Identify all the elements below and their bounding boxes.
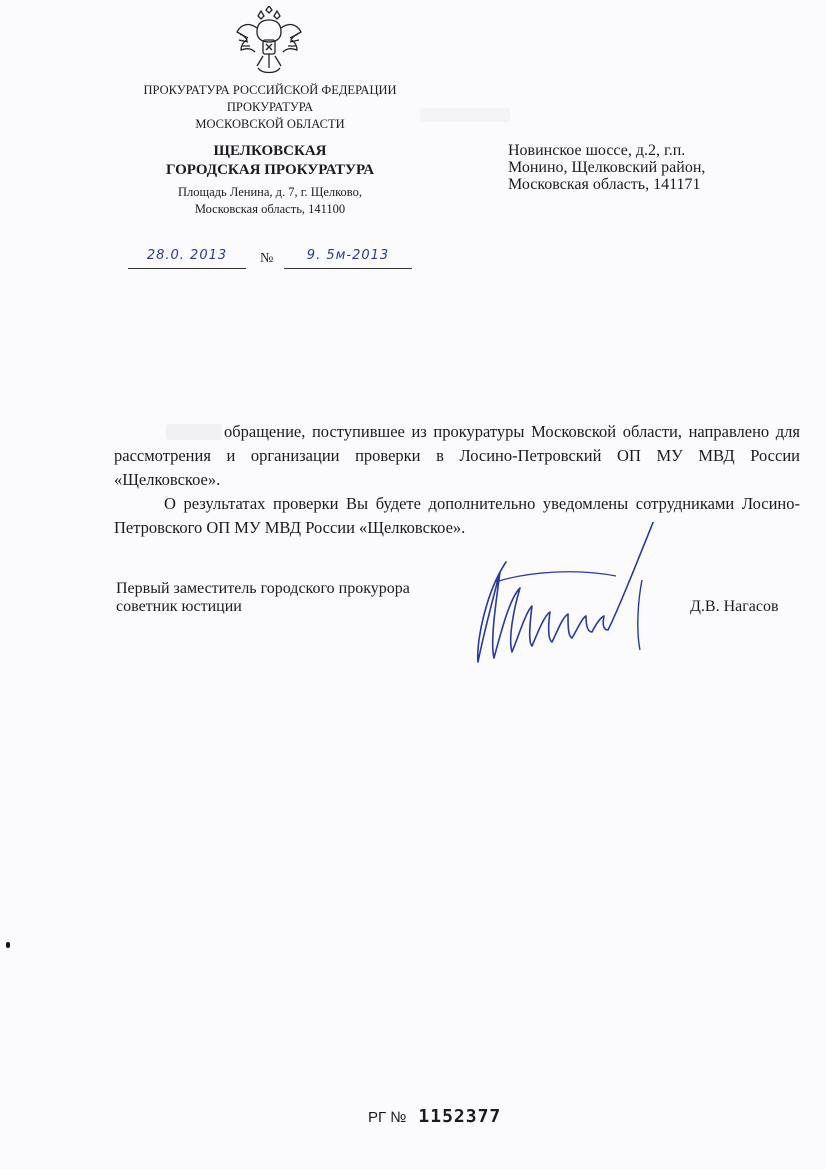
sender-address-line-2: Московская область, 141100 [194,202,346,216]
redacted-word [166,424,222,440]
scan-speck [6,942,10,948]
registration-line [118,248,418,270]
form-serial [368,1106,501,1127]
form-serial-label: РГ № [368,1109,407,1126]
sender-address [100,184,440,218]
recipient-address-line-1: Новинское шоссе, д.2, г.п. [508,142,686,159]
body-paragraph-1-text: обращение, поступившее из прокуратуры Московской области, направлено для рассмотрения и организации проверки в Лосино-Петровский ОП МУ МВД России «Щелковское». [114,422,800,489]
signatory-position-line-2: советник юстиции [116,598,242,615]
org-line-2: ПРОКУРАТУРА [226,100,314,114]
signatory-name: Д.В. Нагасов [690,598,779,615]
recipient-address-line-2: Монино, Щелковский район, [508,159,706,176]
office-line-1: ЩЕЛКОВСКАЯ [213,143,327,159]
body-paragraph-1 [114,420,800,492]
form-serial-number: 1152377 [418,1106,502,1127]
org-line-3: МОСКОВСКОЙ ОБЛАСТИ [195,117,345,131]
handwritten-signature [466,522,686,672]
city-prosecutor-office [100,142,440,180]
letter-body [114,420,800,540]
coat-of-arms-icon [236,6,302,78]
number-sign: № [260,251,274,266]
prosecutor-office-name [100,82,440,133]
body-paragraph-2: О результатах проверки Вы будете дополнительно уведомлены сотрудниками Лосино-Петровского ОП МУ МВД России «Щелковское». [114,494,800,537]
registration-number: 9. 5м-2013 [284,248,412,269]
office-line-2: ГОРОДСКАЯ ПРОКУРАТУРА [165,162,375,178]
redacted-recipient-name [420,108,510,122]
org-line-1: ПРОКУРАТУРА РОССИЙСКОЙ ФЕДЕРАЦИИ [143,83,397,97]
recipient-address [508,142,808,193]
signatory-position-line-1: Первый заместитель городского прокурора [116,580,410,597]
recipient-address-line-3: Московская область, 141171 [508,176,701,193]
registration-date: 28.0. 2013 [128,248,246,269]
sender-address-line-1: Площадь Ленина, д. 7, г. Щелково, [177,185,363,199]
signatory-position [116,580,410,616]
